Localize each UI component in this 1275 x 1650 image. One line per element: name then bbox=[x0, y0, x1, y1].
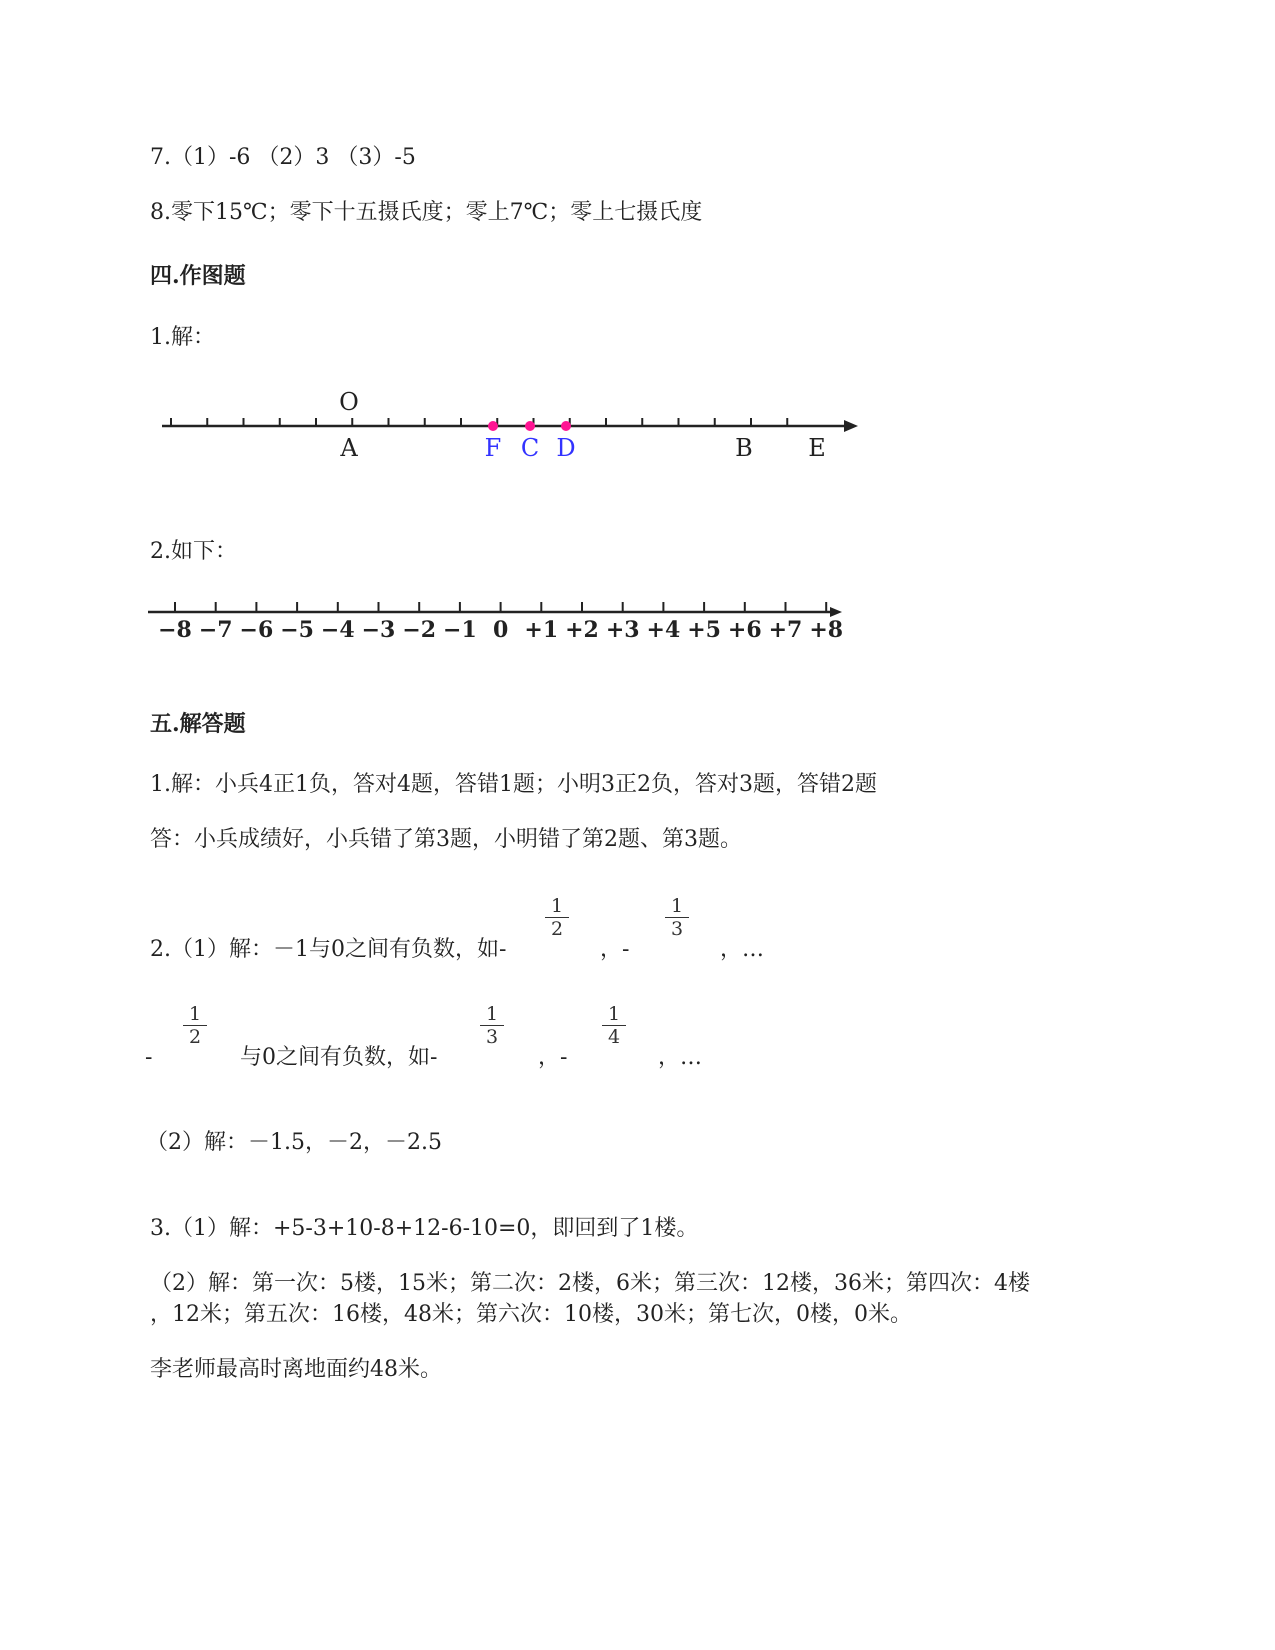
solve-q3-line4: 李老师最高时离地面约48米。 bbox=[150, 1357, 442, 1382]
tick-label: −1 bbox=[443, 617, 477, 643]
axis-arrow bbox=[844, 420, 858, 432]
solve-q2-part1-text: 2.（1）解：－1与0之间有负数，如- bbox=[150, 937, 507, 962]
tick-label: −6 bbox=[239, 617, 274, 643]
fraction-1-3: $\frac{1}{3}$ bbox=[480, 1003, 504, 1048]
point-label-C: C bbox=[520, 434, 540, 462]
number-line-2 bbox=[0, 595, 900, 655]
solve-q2-part2: （2）解：－1.5，－2，－2.5 bbox=[146, 1130, 442, 1155]
ellipsis: ，… bbox=[658, 1045, 703, 1070]
number-line-1 bbox=[0, 380, 900, 480]
drawing-q1-label: 1.解： bbox=[150, 325, 215, 350]
tick-label: +2 bbox=[565, 617, 599, 643]
drawing-q2-label: 2.如下： bbox=[150, 539, 237, 564]
tick-label: −3 bbox=[361, 617, 396, 643]
point-label-A: A bbox=[340, 434, 358, 462]
origin-label: O bbox=[339, 388, 359, 416]
separator: ，- bbox=[600, 937, 630, 962]
fraction-1-2: $\frac{1}{2}$ bbox=[545, 895, 569, 940]
point-label-B: B bbox=[735, 434, 753, 462]
solve-q3-line1: 3.（1）解：+5-3+10-8+12-6-10=0，即回到了1楼。 bbox=[150, 1216, 699, 1241]
answer-7: 7.（1）-6 （2）3 （3）-5 bbox=[150, 145, 416, 170]
point-F bbox=[488, 421, 498, 431]
answer-8: 8.零下15℃；零下十五摄氏度；零上7℃；零上七摄氏度 bbox=[150, 200, 703, 225]
tick-label: 0 bbox=[492, 617, 509, 643]
point-C bbox=[525, 421, 535, 431]
axis-arrow-2 bbox=[830, 607, 842, 617]
solve-q3-line3: ，12米；第五次：16楼，48米；第六次：10楼，30米；第七次，0楼，0米。 bbox=[150, 1302, 912, 1327]
tick-label: −8 bbox=[158, 617, 192, 643]
point-label-D: D bbox=[556, 434, 576, 462]
point-label-E: E bbox=[808, 434, 826, 462]
solve-q2-line2-text: 与0之间有负数，如- bbox=[240, 1045, 438, 1070]
tick-label: +3 bbox=[605, 617, 640, 643]
separator: ，- bbox=[538, 1045, 568, 1070]
solve-q1-line1: 1.解：小兵4正1负，答对4题，答错1题；小明3正2负，答对3题，答错2题 bbox=[150, 772, 877, 797]
ellipsis: ，… bbox=[720, 937, 765, 962]
tick-label: −7 bbox=[198, 617, 233, 643]
fraction-1-2: $\frac{1}{2}$ bbox=[183, 1003, 207, 1048]
section-heading-solve: 五.解答题 bbox=[150, 711, 246, 737]
tick-label: +6 bbox=[727, 617, 762, 643]
fraction-1-4: $\frac{1}{4}$ bbox=[602, 1003, 626, 1048]
tick-label: −2 bbox=[402, 617, 437, 643]
fraction-1-3: $\frac{1}{3}$ bbox=[665, 895, 689, 940]
tick-label: +8 bbox=[809, 617, 844, 643]
tick-label: +4 bbox=[646, 617, 681, 643]
section-heading-drawing: 四.作图题 bbox=[150, 263, 246, 289]
tick-label: +7 bbox=[768, 617, 803, 643]
solve-q3-line2: （2）解：第一次：5楼，15米；第二次：2楼，6米；第三次：12楼，36米；第四次：4楼 bbox=[150, 1271, 1030, 1296]
minus-sign: - bbox=[145, 1045, 153, 1070]
tick-label: −4 bbox=[320, 617, 355, 643]
tick-label: −5 bbox=[280, 617, 314, 643]
point-label-F: F bbox=[484, 434, 502, 462]
tick-label: +5 bbox=[687, 617, 721, 643]
point-D bbox=[561, 421, 571, 431]
tick-label: +1 bbox=[524, 617, 559, 643]
solve-q1-line2: 答：小兵成绩好，小兵错了第3题，小明错了第2题、第3题。 bbox=[150, 827, 742, 852]
